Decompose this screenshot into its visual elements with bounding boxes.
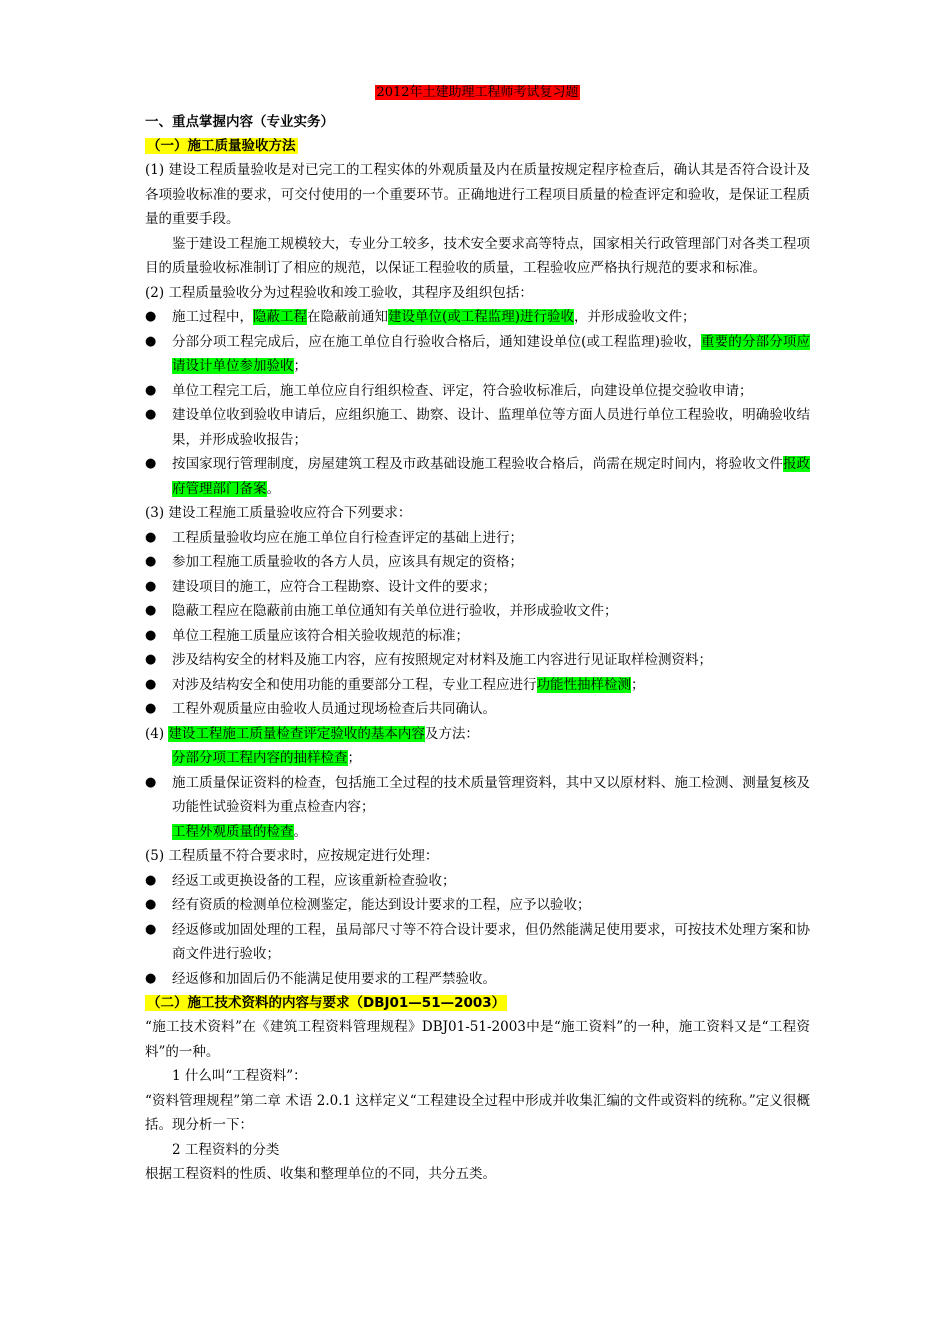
paragraph: (1) 建设工程质量验收是对已完工的工程实体的外观质量及内在质量按规定程序检查后，确认其是否符合设计及各项验收标准的要求，可交付使用的一个重要环节。正确地进行工程项目质量的检查评定和验收，是保证工程质量的重要手段。 bbox=[145, 162, 810, 227]
highlight: 报政府管理部门备案 bbox=[172, 456, 811, 497]
bullet-item: ● 经有资质的检测单位检测鉴定，能达到设计要求的工程，应予以验收； bbox=[145, 893, 810, 918]
bullet-item: ● 单位工程施工质量应该符合相关验收规范的标准； bbox=[145, 624, 810, 649]
bullet-item: ● 工程质量验收均应在施工单位自行检查评定的基础上进行； bbox=[145, 526, 810, 551]
bullet-item: ● 施工过程中，隐蔽工程在隐蔽前通知建设单位(或工程监理)进行验收，并形成验收文件； bbox=[145, 305, 810, 330]
highlight: 功能性抽样检测 bbox=[536, 676, 631, 693]
paragraph: (4) 建设工程施工质量检查评定验收的基本内容及方法： bbox=[145, 725, 479, 742]
paragraph: (2) 工程质量验收分为过程验收和竣工验收，其程序及组织包括： bbox=[145, 284, 533, 301]
bullet-item: ● 工程外观质量应由验收人员通过现场检查后共同确认。 bbox=[145, 697, 810, 722]
highlight: 建设工程施工质量检查评定验收的基本内容 bbox=[168, 725, 425, 742]
paragraph: 2 工程资料的分类 bbox=[172, 1141, 280, 1158]
paragraph: “施工技术资料”在《建筑工程资料管理规程》DBJ01-51-2003中是“施工资料”的一种，施工资料又是“工程资料”的一种。 bbox=[145, 1019, 810, 1060]
section-1-heading: （一）施工质量验收方法 bbox=[147, 138, 296, 154]
paragraph: (5) 工程质量不符合要求时，应按规定进行处理： bbox=[145, 848, 439, 864]
bullet-item: ● 对涉及结构安全和使用功能的重要部分工程，专业工程应进行功能性抽样检测； bbox=[145, 673, 810, 698]
bullet-item: ● 参加工程施工质量验收的各方人员，应该具有规定的资格； bbox=[145, 550, 810, 575]
document-page bbox=[145, 82, 810, 1187]
highlight: 建设单位(或工程监理)进行验收 bbox=[388, 309, 575, 325]
bullet-item: ● 建设单位收到验收申请后，应组织施工、勘察、设计、监理单位等方面人员进行单位工程验收，明确验收结果，并形成验收报告； bbox=[145, 403, 810, 452]
bullet-item: ● 经返工或更换设备的工程，应该重新检查验收； bbox=[145, 869, 810, 894]
highlight: 工程外观质量的检查 bbox=[172, 823, 294, 840]
document-title: 2012年土建助理工程师考试复习题 bbox=[376, 85, 579, 100]
bullet-item: ● 经返修或加固处理的工程，虽局部尺寸等不符合设计要求，但仍然能满足使用要求，可按技术处理方案和协商文件进行验收； bbox=[145, 918, 810, 967]
bullet-item: ● 施工质量保证资料的检查，包括施工全过程的技术质量管理资料，其中又以原材料、施工检测、测量复核及功能性试验资料为重点检查内容； bbox=[145, 771, 810, 820]
highlight: 重要的分部分项应请设计单位参加验收 bbox=[172, 333, 810, 374]
section-2-heading: （二）施工技术资料的内容与要求（DBJ01—51—2003） bbox=[147, 995, 506, 1011]
bullet-item: ● 按国家现行管理制度，房屋建筑工程及市政基础设施工程验收合格后，尚需在规定时间内，将验收文件报政府管理部门备案。 bbox=[145, 452, 810, 501]
sub-item: 工程外观质量的检查。 bbox=[172, 823, 307, 840]
bullet-item: ● 经返修和加固后仍不能满足使用要求的工程严禁验收。 bbox=[145, 967, 810, 992]
paragraph: 鉴于建设工程施工规模较大，专业分工较多，技术安全要求高等特点，国家相关行政管理部门对各类工程项目的质量验收标准制订了相应的规范，以保证工程验收的质量，工程验收应严格执行规范的要求和标准。 bbox=[145, 235, 810, 276]
paragraph: 根据工程资料的性质、收集和整理单位的不同，共分五类。 bbox=[145, 1166, 496, 1182]
bullet-item: ● 单位工程完工后，施工单位应自行组织检查、评定，符合验收标准后，向建设单位提交验收申请； bbox=[145, 379, 810, 404]
sub-item: 分部分项工程内容的抽样检查； bbox=[172, 750, 361, 766]
bullet-item: ● 涉及结构安全的材料及施工内容，应有按照规定对材料及施工内容进行见证取样检测资料； bbox=[145, 648, 810, 673]
paragraph: (3) 建设工程施工质量验收应符合下列要求： bbox=[145, 505, 412, 521]
highlight: 分部分项工程内容的抽样检查 bbox=[172, 750, 348, 766]
paragraph: 1 什么叫“工程资料”： bbox=[172, 1068, 307, 1084]
highlight: 隐蔽工程 bbox=[253, 309, 307, 325]
bullet-item: ● 隐蔽工程应在隐蔽前由施工单位通知有关单位进行验收，并形成验收文件； bbox=[145, 599, 810, 624]
heading-1: 一、重点掌握内容（专业实务） bbox=[145, 114, 334, 130]
paragraph: “资料管理规程”第二章 术语 2.0.1 这样定义“工程建设全过程中形成并收集汇编的文件或资料的统称。”定义很概括。现分析一下： bbox=[145, 1092, 810, 1133]
bullet-item: ● 建设项目的施工，应符合工程勘察、设计文件的要求； bbox=[145, 575, 810, 600]
bullet-item: ● 分部分项工程完成后，应在施工单位自行验收合格后，通知建设单位(或工程监理)验收，重要的分部分项应请设计单位参加验收； bbox=[145, 330, 810, 379]
